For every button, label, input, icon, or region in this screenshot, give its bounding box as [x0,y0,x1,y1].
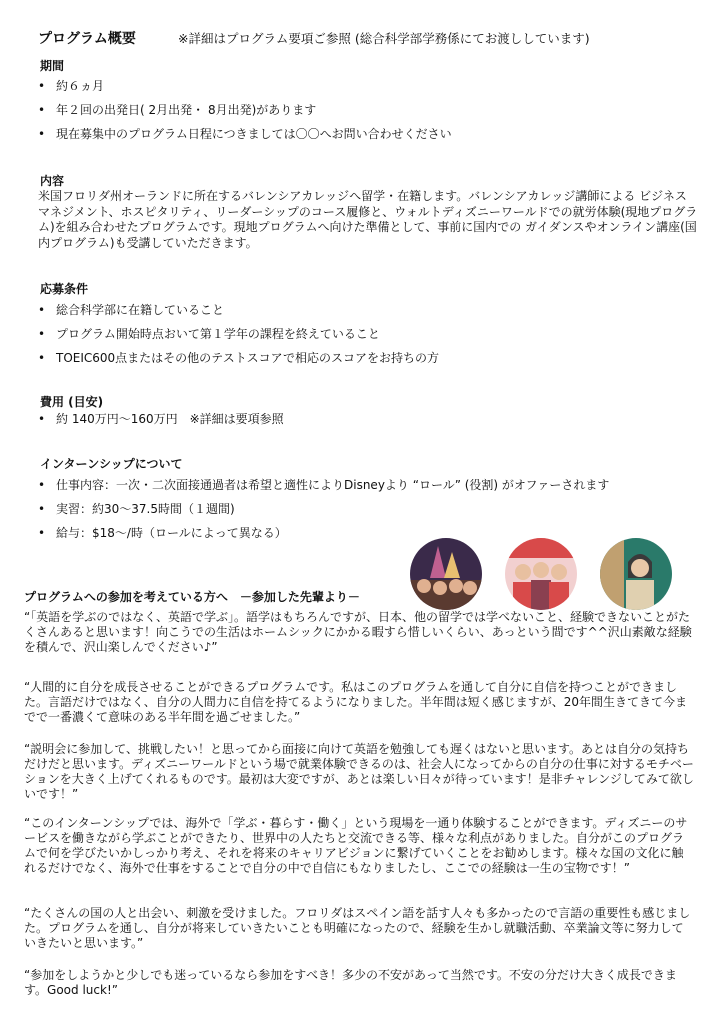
testimonial-quote: “参加をしようかと少しでも迷っているなら参加をすべき！多少の不安があって当然です。不安の分だけ大きく成長できます。Good luck!” [24,968,677,997]
overview-header [38,28,698,48]
testimonials-heading: プログラムへの参加を考えている方へ －参加した先輩より－ [24,590,360,604]
list-item: • 年２回の出発日( 2月出発・ 8月出発)があります [36,101,696,125]
list-item: • 約 140万円～160万円 ※詳細は要項参照 [36,410,696,434]
overview-note: ※詳細はプログラム要項ご参照 (総合科学部学務係にてお渡ししています) [178,31,590,46]
content-text: 米国フロリダ州オーランドに所在するバレンシアカレッジへ留学・在籍します。バレンシアカレッジ講師による ビジネスマネジメント、ホスピタリティ、リーダーシップのコース履修と、ウォルトディズニーワールドでの就労体験(現地プログラム)を組み合わせたプログラムです。現地プログラムへ向けた準備として、事前に国内での ガイダンスやオンライン講座(国内プログラム)も受講していただきます。 [38,189,698,250]
list-item: • 給与：$18～/時（ロールによって異なる） [36,524,696,548]
page-title: プログラム概要 [38,31,136,47]
cost-list [36,410,696,434]
testimonial-quote: “人間的に自分を成長させることができるプログラムです。私はこのプログラムを通して自分に自信を持つことができました。言語だけではなく、自分の人間力に自信を持てるようになりました。半年間は短く感じますが、20年間生きてきて今までで一番濃くて意味のある半年間を過ごせました。” [24,680,688,724]
testimonial-quote: “説明会に参加して、挑戦したい！と思ってから面接に向けて英語を勉強しても遅くはないと思います。あとは自分の気持ちだけだと思います。ディズニーワールドという場で就業体験できるのは、社会人になってからの自分の仕事に対するモチベーションを大きく上げてくれるものです。最初は大変ですが、あとは楽しい日々が待っています！是非チャレンジしてみて欲しいです！” [24,742,694,801]
girls-group-photo [505,538,577,610]
castle-group-photo [410,538,482,610]
period-heading: 期間 [40,59,65,73]
testimonial-quote: “たくさんの国の人と出会い、刺激を受けました。フロリダはスペイン語を話す人々も多かったので言語の重要性も感じました。プログラムを通し、自分が将来していきたいことも明確になったので、経験を生かし就職活動、卒業論文等に努力していきたいと思います。” [24,906,691,950]
internship-list [36,476,696,548]
list-item: • 実習：約30～37.5時間（１週間) [36,500,696,524]
cost-heading: 費用 (目安) [40,395,104,409]
internship-heading: インターンシップについて [40,457,183,471]
list-item: • 約６ヵ月 [36,77,696,101]
period-list [36,77,696,149]
student-portrait-photo [600,538,672,610]
requirements-heading: 応募条件 [40,282,89,296]
testimonial-quote: “このインターンシップでは、海外で「学ぶ・暮らす・働く」という現場を一通り体験することができます。ディズニーのサービスを働きながら学ぶことができたり、世界中の人たちと交流できる等、様々な利点がありました。自分がこのプログラムで何を学びたいかしっかり考え、それを将来のキャリアビジョンに繋げていくことをお勧めします。様々な国の文化に触れるだけでなく、海外で仕事をすることで自分の中で自信にもなりましたし、ここでの経験は一生の宝物です！” [24,816,688,875]
content-heading: 内容 [40,174,65,188]
requirements-list [36,301,696,373]
list-item: • TOEIC600点またはその他のテストスコアで相応のスコアをお持ちの方 [36,349,696,373]
list-item: • 仕事内容：一次・二次面接通過者は希望と適性によりDisneyより “ロール” (役割) がオファーされます [36,476,696,500]
testimonial-quote: “「英語を学ぶのではなく、英語で学ぶ」。語学はもちろんですが、日本、他の留学では学べないこと、経験できないことがたくさんあると思います！向こうでの生活はホームシックにかかる暇すら惜しいくらい、あっという間です^^沢山素敵な経験を積んで、沢山楽しんでください♪” [24,610,692,654]
list-item: • 総合科学部に在籍していること [36,301,696,325]
list-item: • 現在募集中のプログラム日程につきましては〇〇へお問い合わせください [36,125,696,149]
list-item: • プログラム開始時点おいて第１学年の課程を終えていること [36,325,696,349]
